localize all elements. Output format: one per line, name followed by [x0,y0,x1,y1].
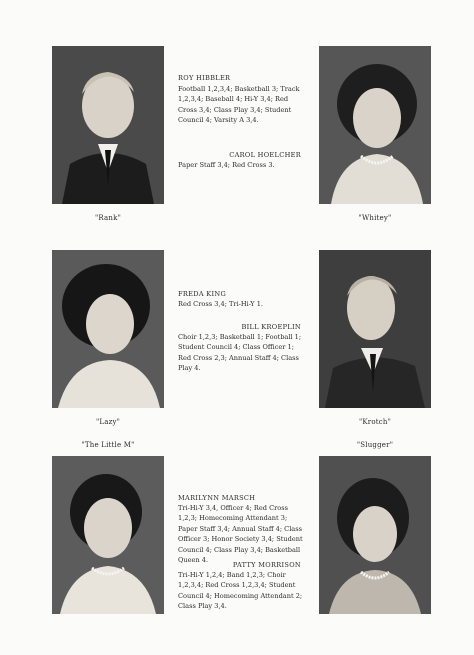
name-marilynn-marsch: MARILYNN MARSCH [178,494,256,502]
nickname-freda-king: "Lazy" [95,418,121,426]
name-carol-hoelcher: CAROL HOELCHER [229,151,301,159]
name-freda-king: FREDA KING [178,290,227,298]
activities-roy-hibbler: Football 1,2,3,4; Basketball 3; Track 1,2,3,4; Baseball 4; Hi-Y 3,4; Red Cross 3,4; Class Play 3,4; Student Council 4; Varsity A 3,4. [178,85,300,125]
nickname-bill-kroeplin: "Krotch" [358,418,392,426]
activities-carol-hoelcher: Paper Staff 3,4; Red Cross 3. [178,161,275,169]
nickname-patty-morrison: "Slugger" [356,441,394,449]
name-roy-hibbler: ROY HIBBLER [178,74,231,82]
name-patty-morrison: PATTY MORRISON [232,561,301,569]
nickname-roy-hibbler: "Rank" [95,214,121,222]
portrait-photo-roy-hibbler [52,46,164,204]
portrait-photo-patty-morrison [319,456,431,614]
name-bill-kroeplin: BILL KROEPLIN [241,323,301,331]
portrait-photo-freda-king [52,250,164,408]
portrait-photo-carol-hoelcher [319,46,431,204]
portrait-photo-marilynn-marsch [52,456,164,614]
activities-freda-king: Red Cross 3,4; Tri-Hi-Y 1. [178,300,264,308]
activities-patty-morrison: Tri-Hi-Y 1,2,4; Band 1,2,3; Choir 1,2,3,4; Red Cross 1,2,3,4; Student Council 4; Homecoming Attendant 2; Class Play 3,4. [178,571,303,611]
portrait-photo-bill-kroeplin [319,250,431,408]
nickname-carol-hoelcher: "Whitey" [358,214,392,222]
nickname-marilynn-marsch: "The Little M" [81,441,135,449]
activities-bill-kroeplin: Choir 1,2,3; Basketball 1; Football 1; Student Council 4; Class Officer 1; Red Cross 2,3; Annual Staff 4; Class Play 4. [178,333,302,373]
activities-marilynn-marsch: Tri-Hi-Y 3,4, Officer 4; Red Cross 1,2,3; Homecoming Attendant 3; Paper Staff 3,4; Annual Staff 4; Class Officer 3; Honor Society 3,4; Student Council 4; Class Play 3,4; Basketball Queen 4. [178,504,303,565]
